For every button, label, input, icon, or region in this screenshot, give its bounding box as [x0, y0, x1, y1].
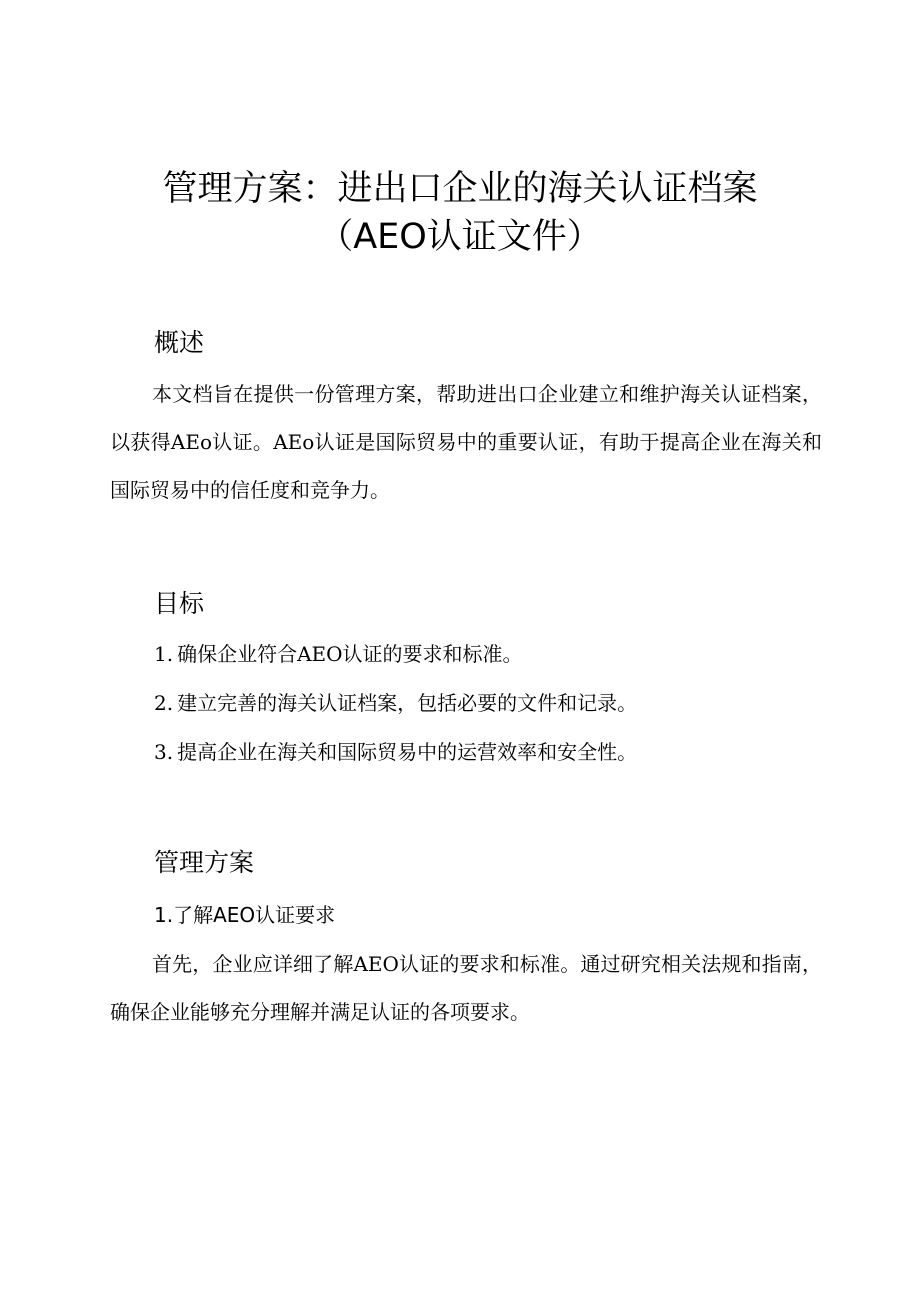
plan-step1-title: 1.了解AEO认证要求 — [154, 903, 336, 927]
goal-item-number: 1. — [154, 642, 174, 666]
document-title-line1: 管理方案：进出口企业的海关认证档案 — [162, 169, 758, 209]
goal-item-2 — [154, 688, 637, 718]
goal-item-1 — [154, 639, 523, 669]
document-title-line2: （AEO认证文件） — [318, 217, 602, 257]
goal-item-text: 提高企业在海关和国际贸易中的运营效率和安全性。 — [177, 740, 638, 764]
goal-item-text: 确保企业符合AEO认证的要求和标准。 — [177, 642, 523, 666]
plan-step1-paragraph: 首先，企业应详细了解AEO认证的要求和标准。通过研究相关法规和指南，确保企业能够充分理解并满足认证的各项要求。 — [110, 952, 822, 1024]
goal-item-number: 3. — [154, 740, 174, 764]
goal-item-number: 2. — [154, 691, 174, 715]
goal-item-3 — [154, 737, 637, 767]
section-heading-goals: 目标 — [154, 589, 205, 618]
section-heading-overview: 概述 — [154, 328, 205, 357]
goal-item-text: 建立完善的海关认证档案，包括必要的文件和记录。 — [177, 691, 638, 715]
overview-paragraph: 本文档旨在提供一份管理方案，帮助进出口企业建立和维护海关认证档案，以获得AEo认证。AEo认证是国际贸易中的重要认证，有助于提高企业在海关和国际贸易中的信任度和竞争力。 — [110, 382, 822, 502]
section-heading-plan: 管理方案 — [154, 848, 255, 877]
